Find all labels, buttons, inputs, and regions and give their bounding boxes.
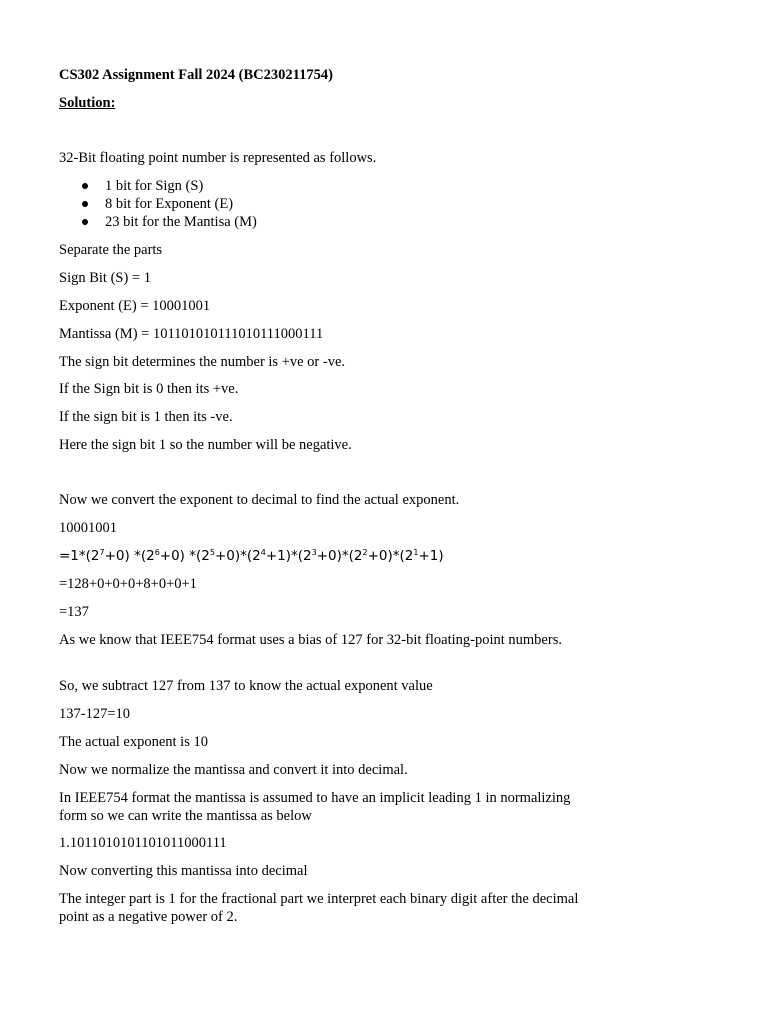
sign-zero-text: If the Sign bit is 0 then its +ve. (59, 381, 239, 397)
exponent-binary: 10001001 (59, 520, 117, 536)
exponent-expansion: $=1*(2^7+0)$ $*(2^6+0)$ $*(2^5+0)*(2^4+1)*(2^3+0)*(2^2+0)*(2^1+1)$ (59, 548, 444, 564)
subtraction-result: 137-127=10 (59, 706, 131, 722)
result-137: =137 (59, 604, 89, 620)
solution-heading: Solution: (59, 95, 116, 111)
intro-paragraph: 32-Bit floating point number is represented as follows. (59, 150, 377, 166)
sign-one-text: If the sign bit is 1 then its -ve. (59, 409, 233, 425)
implicit-leading-paragraph: In IEEE754 format the mantissa is assumed to have an implicit leading 1 in normalizing form so we can write the mantissa as below (59, 790, 571, 824)
integer-part-paragraph: The integer part is 1 for the fractional part we interpret each binary digit after the decimal point as a negative power of 2. (59, 891, 579, 925)
normalized-mantissa: 1.1011010101101011000111 (59, 835, 227, 851)
convert-exponent-text: Now we convert the exponent to decimal to find the actual exponent. (59, 492, 460, 508)
document-title: CS302 Assignment Fall 2024 (BC230211754) (59, 67, 333, 83)
bullet-icon (82, 201, 88, 207)
subtract-text: So, we subtract 127 from 137 to know the actual exponent value (59, 678, 433, 694)
list-item: 23 bit for the Mantisa (M) (59, 213, 257, 231)
bullet-icon (82, 183, 88, 189)
mantissa-value: Mantissa (M) = 10110101011101011100011​1 (59, 326, 324, 342)
negative-conclusion: Here the sign bit 1 so the number will be negative. (59, 437, 352, 453)
separate-parts: Separate the parts (59, 242, 163, 258)
bullet-icon (82, 219, 88, 225)
sign-bit-value: Sign Bit (S) = 1 (59, 270, 151, 286)
sum-line: =128+0+0+0+8+0+0+1 (59, 576, 197, 592)
actual-exponent-text: The actual exponent is 10 (59, 734, 208, 750)
bit-layout-list (59, 177, 257, 231)
bias-paragraph: As we know that IEEE754 format uses a bias of 127 for 32-bit floating-point numbers. (59, 632, 562, 648)
list-item: 1 bit for Sign (S) (59, 177, 257, 195)
exponent-value: Exponent (E) = 10001001 (59, 298, 211, 314)
converting-text: Now converting this mantissa into decimal (59, 863, 308, 879)
list-item: 8 bit for Exponent (E) (59, 195, 257, 213)
normalize-text: Now we normalize the mantissa and convert it into decimal. (59, 762, 408, 778)
sign-determines-text: The sign bit determines the number is +ve or -ve. (59, 354, 346, 370)
